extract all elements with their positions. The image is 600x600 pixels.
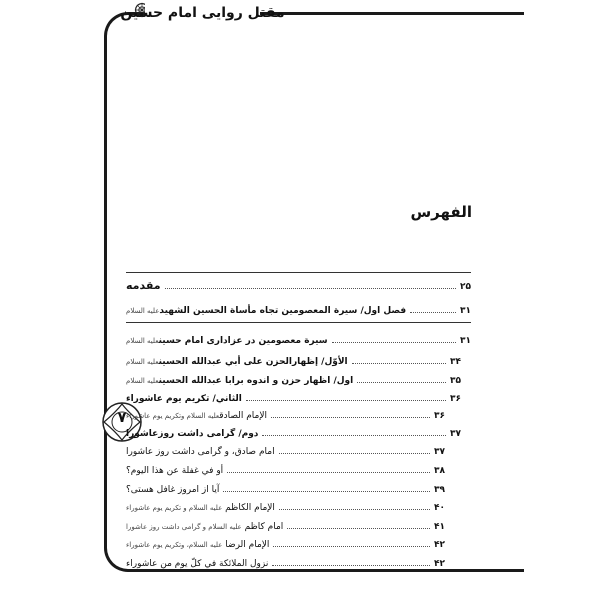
toc-entry[interactable]: سيرة معصومين در عزاداری امام حسينعليه السلام ۳۱ <box>126 336 471 346</box>
divider <box>126 322 471 323</box>
leader-dots <box>352 362 446 364</box>
toc-entry[interactable]: مقدمه ۲۵ <box>126 279 471 292</box>
toc-entry[interactable]: اول/ اظهار حزن و اندوه برابا عبدالله الحسينعليه السلام ۳۵ <box>126 376 461 386</box>
running-header <box>120 0 285 26</box>
book-title: مقتل روایی امام حسین <box>120 5 285 21</box>
toc-entry[interactable]: الإمام الرضا عليه السلام، وتكريم يوم عاشوراء ۴۲ <box>126 540 445 550</box>
leader-dots <box>262 434 446 436</box>
toc-entry[interactable]: الأوّل/ إظهارالحزن على أبي عبدالله الحسينعليه السلام ۳۴ <box>126 357 461 367</box>
toc-entry[interactable]: أو في غفلة عن هذا اليوم؟ ۳۸ <box>126 466 445 476</box>
page-number: ۷ <box>117 410 127 426</box>
toc-entry[interactable]: نزول الملائكة في كلّ يوم من عاشوراء ۴۲ <box>126 559 445 569</box>
leader-dots <box>272 564 430 566</box>
leader-dots <box>223 490 430 492</box>
divider <box>126 272 471 273</box>
leader-dots <box>246 399 446 401</box>
toc-entry[interactable]: امام صادق، و گرامی داشت روز عاشورا ۳۷ <box>126 447 445 457</box>
leader-dots <box>410 311 456 313</box>
toc-entry[interactable]: الثاني/ تكريم يوم عاشوراء ۳۶ <box>126 394 461 404</box>
leader-dots <box>273 545 430 547</box>
toc-entry[interactable]: الإمام الصادقعليه السلام وتكريم يوم عاشوراء ۳۶ <box>126 411 445 421</box>
toc-entry[interactable]: امام كاظم عليه السلام و گرامی داشت روز عاشورا ۴۱ <box>126 522 445 532</box>
leader-dots <box>279 508 430 510</box>
leader-dots <box>332 341 456 343</box>
toc-entry[interactable]: دوم/ گرامی داشت روزعاشورا ۳۷ <box>126 429 461 439</box>
toc-entry[interactable]: آيا از امروز غافل هستی؟ ۳۹ <box>126 485 445 495</box>
toc-entry[interactable]: فصل اول/ سيرة المعصومين تجاه مأساة الحسين الشهيدعليه السلام ۳۱ <box>126 306 471 316</box>
leader-dots <box>227 471 430 473</box>
leader-dots <box>271 416 430 418</box>
toc-entry[interactable]: الإمام الكاظم عليه السلام و تكريم يوم عاشوراء ۴۰ <box>126 503 445 513</box>
leader-dots <box>287 527 430 529</box>
leader-dots <box>279 452 430 454</box>
leader-dots <box>165 287 456 289</box>
leader-dots <box>357 381 446 383</box>
toc-title: الفهرس <box>410 203 472 221</box>
